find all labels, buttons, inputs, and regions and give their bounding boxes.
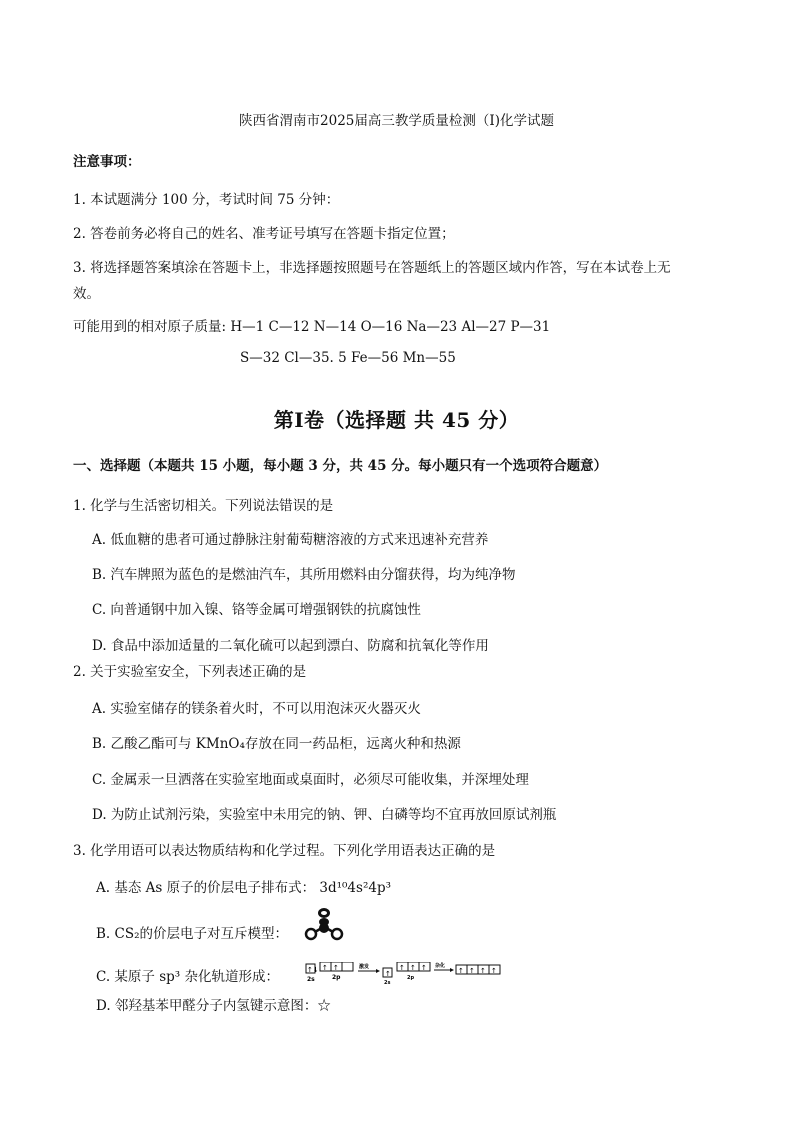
question-3-option-d: D. 邻羟基苯甲醛分子内氢键示意图：☆ xyxy=(96,998,331,1014)
orbital-label-2s-excited: 2s xyxy=(384,980,391,984)
question-2-stem: 2. 关于实验室安全，下列表述正确的是 xyxy=(73,664,307,680)
notice-item-3: 3. 将选择题答案填涂在答题卡上，非选择题按照题号在答题纸上的答题区域内作答，写在本试卷上无 xyxy=(73,260,671,276)
svg-text:↑: ↑ xyxy=(469,967,475,975)
question-1-option-c: C. 向普通钢中加入镍、铬等金属可增强钢铁的抗腐蚀性 xyxy=(92,602,421,618)
atomic-mass-line-1: 可能用到的相对原子质量: H—1 C—12 N—14 O—16 Na—23 Al—27 P—31 xyxy=(73,319,551,335)
notice-item-3-cont: 效。 xyxy=(73,286,100,302)
notice-heading: 注意事项： xyxy=(73,154,141,170)
notice-item-1: 1. 本试题满分 100 分，考试时间 75 分钟： xyxy=(73,192,340,208)
page-title: 陕西省渭南市2025届高三教学质量检测（Ⅰ)化学试题 xyxy=(239,113,554,129)
question-2-option-a: A. 实验室储存的镁条着火时，不可以用泡沫灭火器灭火 xyxy=(92,701,421,717)
question-1-stem: 1. 化学与生活密切相关。下列说法错误的是 xyxy=(73,498,334,514)
question-1-option-b: B. 汽车牌照为蓝色的是燃油汽车，其所用燃料由分馏获得，均为纯净物 xyxy=(92,567,516,583)
notice-item-2: 2. 答卷前务必将自己的姓名、准考证号填写在答题卡指定位置； xyxy=(73,226,455,242)
svg-text:↑↓: ↑↓ xyxy=(307,966,319,974)
orbital-label-2p: 2p xyxy=(332,974,341,981)
orbital-hybridization-figure xyxy=(302,962,502,984)
question-2-option-b: B. 乙酸乙酯可与 KMnO₄存放在同一药品柜，远离火种和热源 xyxy=(92,736,461,752)
question-2-option-d: D. 为防止试剂污染，实验室中未用完的钠、钾、白磷等均不宜再放回原试剂瓶 xyxy=(92,807,557,823)
section-title: 第Ⅰ卷（选择题 共 45 分） xyxy=(273,408,520,432)
vsepr-model-figure xyxy=(302,906,346,942)
svg-text:↑: ↑ xyxy=(480,967,486,975)
question-3-option-b: B. CS₂的价层电子对互斥模型： xyxy=(96,926,288,942)
svg-text:↑: ↑ xyxy=(410,964,416,972)
svg-text:↑: ↑ xyxy=(333,964,339,972)
atomic-mass-line-2: S—32 Cl—35. 5 Fe—56 Mn—55 xyxy=(240,350,456,366)
part-heading: 一、选择题（本题共 15 小题，每小题 3 分，共 45 分。每小题只有一个选项符合题意） xyxy=(73,458,608,474)
orbital-label-hybrid: 杂化 xyxy=(435,963,446,969)
question-1-option-d: D. 食品中添加适量的二氧化硫可以起到漂白、防腐和抗氧化等作用 xyxy=(92,638,489,654)
question-2-option-c: C. 金属汞一旦洒落在实验室地面或桌面时，必须尽可能收集，并深埋处理 xyxy=(92,772,529,788)
svg-text:↑: ↑ xyxy=(399,964,405,972)
svg-text:↑: ↑ xyxy=(421,964,427,972)
svg-text:↑: ↑ xyxy=(322,964,328,972)
question-3-option-c: C. 某原子 sp³ 杂化轨道形成： xyxy=(96,969,279,985)
svg-text:↑: ↑ xyxy=(491,967,497,975)
orbital-label-2p-excited: 2p xyxy=(407,975,415,981)
svg-text:↑: ↑ xyxy=(458,967,464,975)
question-3-option-a: A. 基态 As 原子的价层电子排布式： 3d¹⁰4s²4p³ xyxy=(96,880,392,896)
question-1-option-a: A. 低血糖的患者可通过静脉注射葡萄糖溶液的方式来迅速补充营养 xyxy=(92,532,489,548)
orbital-label-2s: 2s xyxy=(307,976,315,983)
orbital-label-excite: 激发 xyxy=(359,964,370,970)
svg-text:↑: ↑ xyxy=(385,970,391,978)
question-3-stem: 3. 化学用语可以表达物质结构和化学过程。下列化学用语表达正确的是 xyxy=(73,843,496,859)
